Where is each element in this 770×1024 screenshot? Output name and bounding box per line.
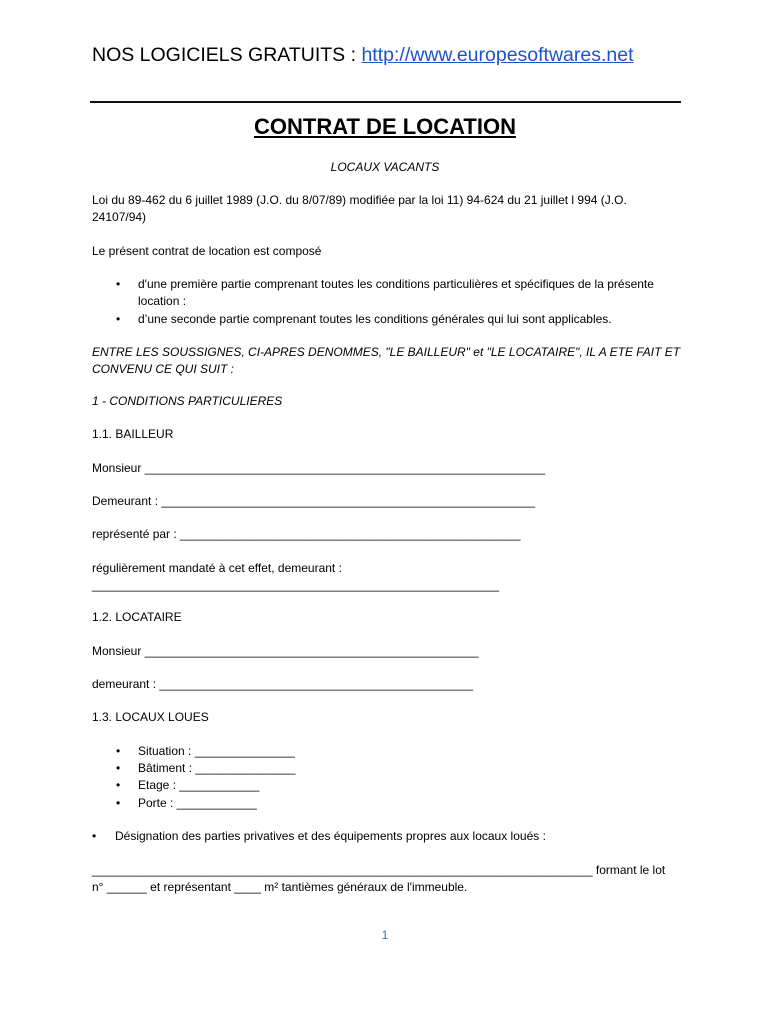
- header-prefix: NOS LOGICIELS GRATUITS :: [92, 44, 362, 66]
- locaux-etage-field: Etage : ____________: [138, 778, 260, 792]
- bailleur-mandate-line: _____________________________________________________________: [92, 578, 500, 592]
- bullet-icon: •: [92, 829, 97, 843]
- section-1-heading: 1 - CONDITIONS PARTICULIERES: [92, 394, 283, 408]
- bullet-icon: •: [116, 744, 121, 758]
- bullet-icon: •: [116, 312, 121, 326]
- header-banner: [92, 44, 634, 67]
- bailleur-demeurant-field: Demeurant : ________________________________________________________: [92, 494, 536, 508]
- section-1-1-heading: 1.1. BAILLEUR: [92, 427, 174, 441]
- bullet-icon: •: [116, 761, 121, 775]
- composition-item-1: d'une première partie comprenant toutes les conditions particulières et spécifiques de la présente location :: [138, 277, 654, 308]
- locaux-porte-field: Porte : ____________: [138, 796, 257, 810]
- bailleur-mandate-label: régulièrement mandaté à cet effet, demeurant :: [92, 561, 342, 575]
- law-reference: Loi du 89-462 du 6 juillet 1989 (J.O. du 8/07/89) modifiée par la loi 11) 94-624 du 21 juillet l 994 (J.O. 24107/94): [92, 193, 627, 224]
- locaux-batiment-field: Bâtiment : _______________: [138, 761, 296, 775]
- locaux-situation-field: Situation : _______________: [138, 744, 295, 758]
- bailleur-monsieur-field: Monsieur ____________________________________________________________: [92, 461, 546, 475]
- header-divider: [90, 101, 681, 103]
- page-number: 1: [381, 928, 389, 942]
- designation-text: Désignation des parties privatives et des équipements propres aux locaux loués :: [115, 829, 546, 843]
- bullet-icon: •: [116, 796, 121, 810]
- intro-text: Le présent contrat de location est composé: [92, 244, 322, 258]
- section-1-3-heading: 1.3. LOCAUX LOUES: [92, 710, 209, 724]
- lot-line-1: ___________________________________________________________________________ formant le lot: [92, 863, 666, 877]
- section-1-2-heading: 1.2. LOCATAIRE: [92, 610, 182, 624]
- locataire-monsieur-field: Monsieur __________________________________________________: [92, 644, 479, 658]
- document-title: CONTRAT DE LOCATION: [254, 114, 516, 139]
- bailleur-represente-field: représenté par : ___________________________________________________: [92, 527, 521, 541]
- website-link[interactable]: http://www.europesoftwares.net: [361, 44, 634, 66]
- locataire-demeurant-field: demeurant : _______________________________________________: [92, 677, 474, 691]
- parties-statement: ENTRE LES SOUSSIGNES, CI-APRES DENOMMES, "LE BAILLEUR" et "LE LOCATAIRE", IL A ETE FAIT ET CONVENU CE QUI SUIT :: [92, 345, 681, 376]
- bullet-icon: •: [116, 277, 121, 291]
- document-subtitle: LOCAUX VACANTS: [330, 160, 440, 174]
- lot-line-2: n° ______ et représentant ____ m² tantièmes généraux de l'immeuble.: [92, 880, 468, 894]
- composition-item-2: d’une seconde partie comprenant toutes les conditions générales qui lui sont applicables.: [138, 312, 612, 326]
- bullet-icon: •: [116, 778, 121, 792]
